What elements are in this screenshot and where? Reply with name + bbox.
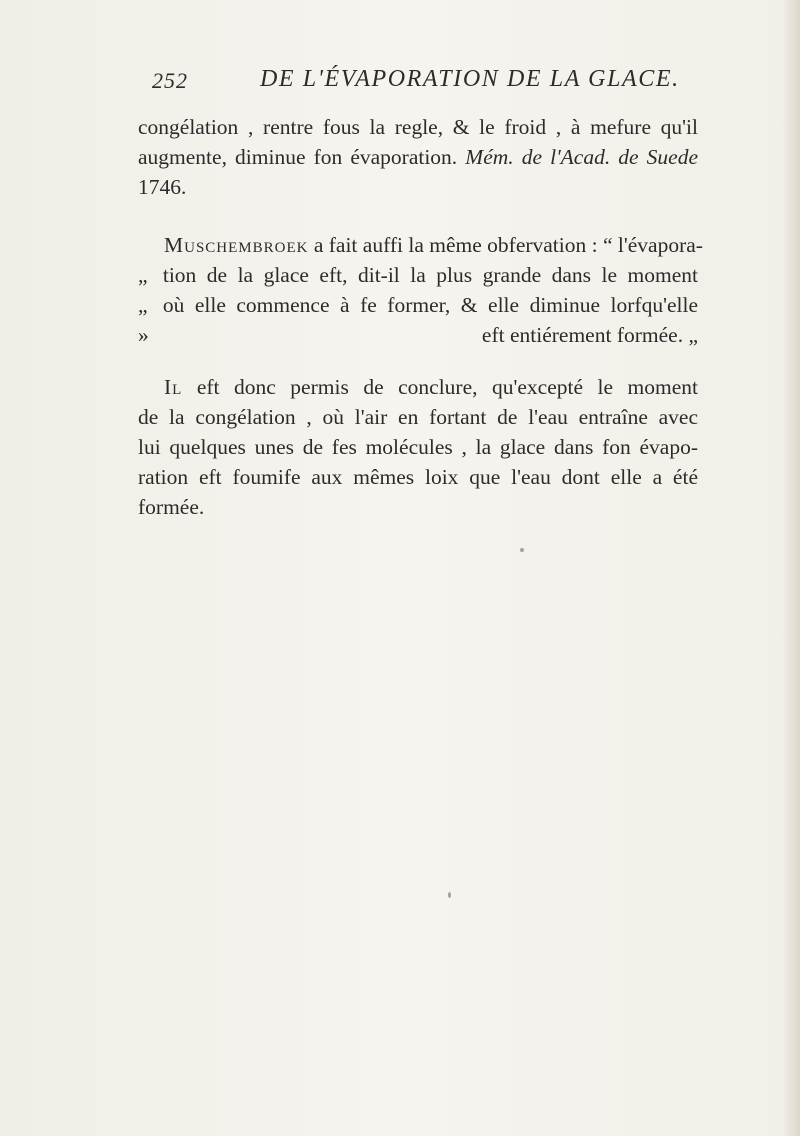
text-line: [138, 432, 698, 462]
text-line: [138, 230, 703, 260]
ink-speck: [448, 892, 451, 898]
text-line: [138, 462, 698, 492]
paragraph-3-line-2: de la congélation , où l'air en fortant de l'eau entraîne avec: [138, 405, 698, 429]
citation-year: 1746.: [138, 175, 187, 199]
citation: Mém. de l'Acad. de Suede: [465, 145, 699, 169]
text-line: [138, 320, 698, 350]
paragraph-2-line-1-text: a fait auffi la même obfervation : “ l'évapora-: [313, 233, 703, 257]
paragraph-2-line-2: tion de la glace eft, dit-il la plus grande dans le moment: [162, 263, 698, 287]
text-line: [138, 172, 698, 202]
paragraph-2: [138, 230, 703, 350]
quote-mark: „: [138, 293, 148, 317]
author-name: Muschembroek: [164, 233, 309, 257]
ink-speck: [520, 548, 524, 552]
text-line: [138, 372, 698, 402]
paragraph-1-line-2-text: augmente, diminue fon évaporation.: [138, 145, 458, 169]
text-line: [138, 112, 698, 142]
text-line: [138, 492, 698, 522]
paragraph-1-line-1: congélation , rentre fous la regle, & le froid , à mefure qu'il: [138, 115, 698, 139]
page-header: [152, 66, 692, 96]
paragraph-3-line-3: lui quelques unes de fes molécules , la glace dans fon évapo-: [138, 435, 698, 459]
paragraph-3-line-1: [164, 372, 698, 402]
text-line: [138, 290, 698, 320]
text-line: [138, 260, 698, 290]
page-number: 252: [152, 68, 188, 93]
paragraph-1: [138, 112, 698, 202]
page-edge-shadow: [782, 0, 800, 1136]
quote-mark: „: [138, 263, 148, 287]
text-line: [138, 142, 698, 172]
paragraph-3: [138, 372, 698, 522]
paragraph-3-line-4: ration eft foumife aux mêmes loix que l'eau dont elle a été: [138, 465, 698, 489]
running-title: DE L'ÉVAPORATION DE LA GLACE.: [260, 66, 680, 92]
text-line: [138, 402, 698, 432]
paragraph-1-line-2: [138, 142, 698, 172]
paragraph-2-line-3: où elle commence à fe former, & elle diminue lorfqu'elle: [162, 293, 698, 317]
paragraph-3-line-5: formée.: [138, 495, 205, 519]
paragraph-3-line-1-text: eft donc permis de conclure, qu'excepté le moment: [196, 375, 698, 399]
paragraph-2-line-4: eft entiérement formée. „: [481, 323, 698, 347]
quote-mark: »: [138, 323, 149, 347]
lettrine: Il: [164, 375, 183, 399]
paragraph-2-line-1: [164, 230, 703, 260]
